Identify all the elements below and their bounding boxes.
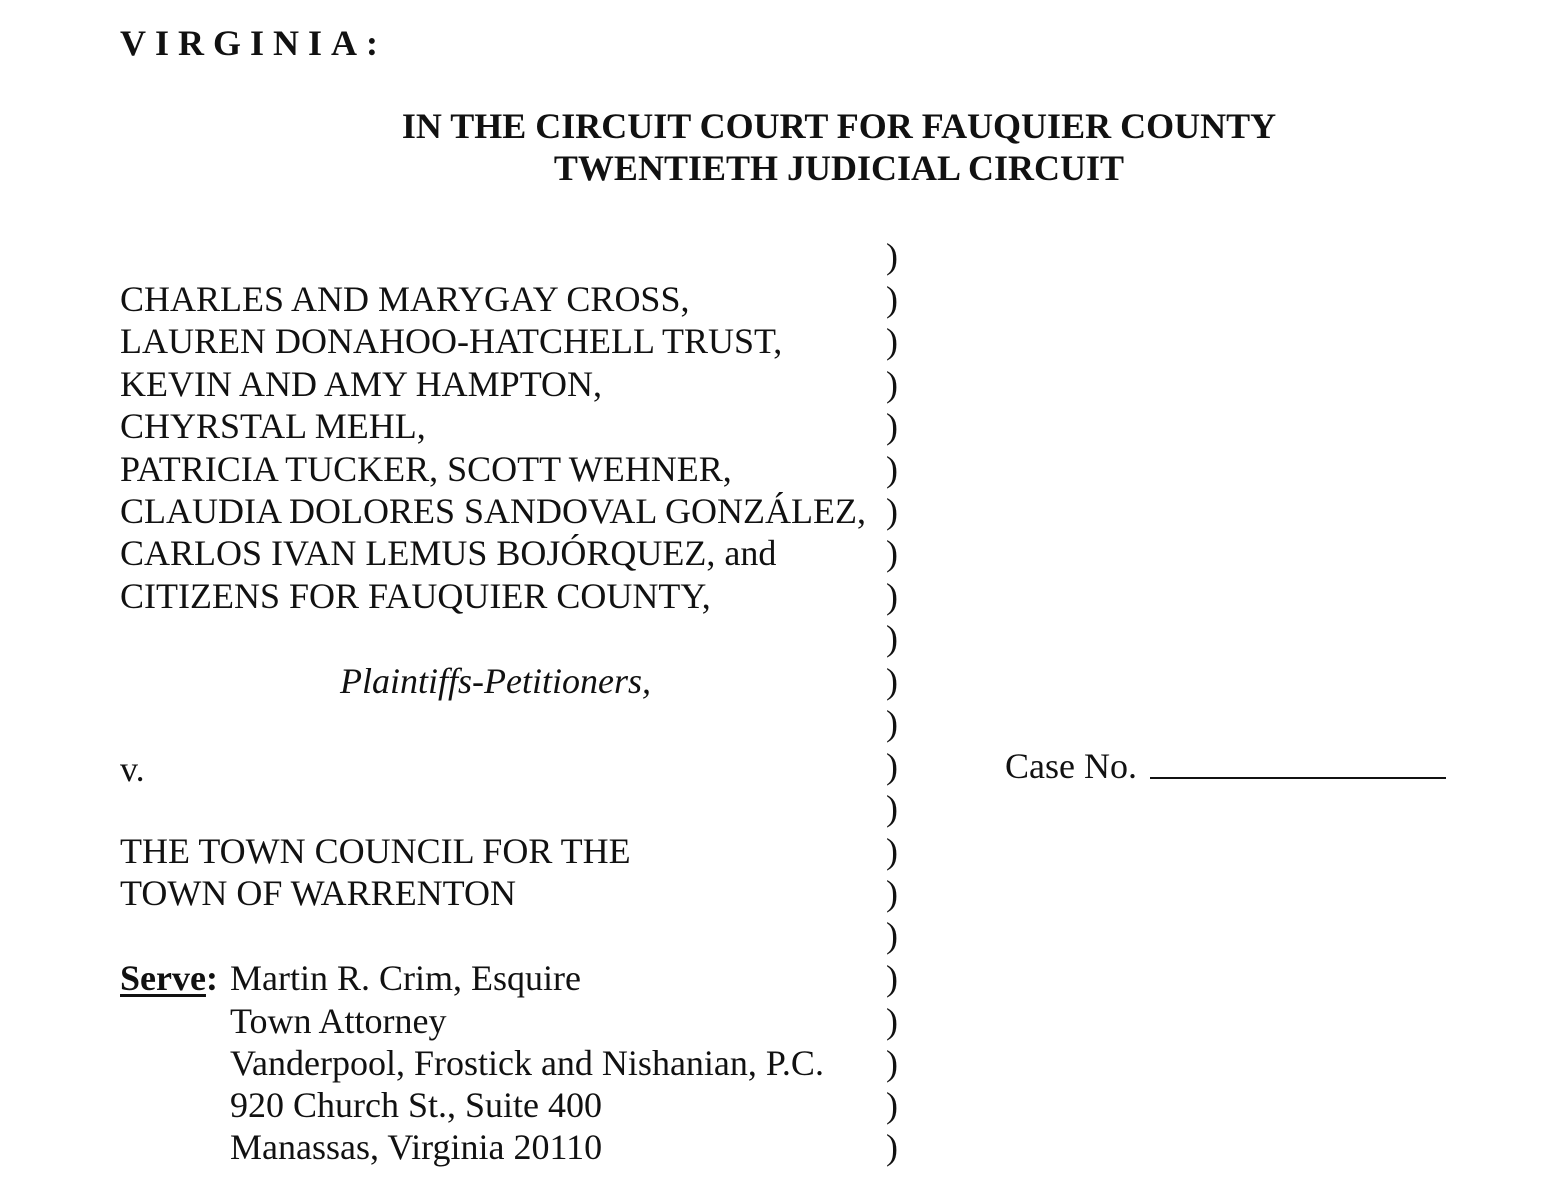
plaintiff-line: PATRICIA TUCKER, SCOTT WEHNER,	[120, 449, 732, 489]
court-name: IN THE CIRCUIT COURT FOR FAUQUIER COUNTY	[401, 106, 1277, 146]
caption-paren: )	[886, 533, 898, 573]
caption-paren: )	[886, 1043, 898, 1083]
caption-paren: )	[886, 915, 898, 955]
plaintiff-line: CITIZENS FOR FAUQUIER COUNTY,	[120, 576, 711, 616]
caption-paren: )	[886, 1001, 898, 1041]
serve-line: Vanderpool, Frostick and Nishanian, P.C.	[230, 1043, 824, 1083]
case-number-label: Case No.	[1005, 746, 1137, 786]
caption-paren: )	[886, 491, 898, 531]
plaintiff-line: CHYRSTAL MEHL,	[120, 406, 426, 446]
serve-line: 920 Church St., Suite 400	[230, 1085, 603, 1125]
caption-paren: )	[886, 364, 898, 404]
caption-paren: )	[886, 746, 898, 786]
versus-label: v.	[120, 749, 145, 789]
plaintiff-line: LAUREN DONAHOO-HATCHELL TRUST,	[120, 321, 783, 361]
plaintiff-line: CHARLES AND MARYGAY CROSS,	[120, 279, 690, 319]
plaintiff-line: KEVIN AND AMY HAMPTON,	[120, 364, 603, 404]
caption-paren: )	[886, 279, 898, 319]
serve-colon: :	[205, 958, 218, 998]
caption-paren: )	[886, 958, 898, 998]
plaintiff-role: Plaintiffs-Petitioners,	[340, 661, 651, 701]
caption-paren: )	[886, 661, 898, 701]
serve-label: Serve	[120, 958, 206, 998]
caption-paren: )	[886, 449, 898, 489]
caption-paren: )	[886, 618, 898, 658]
serve-heading	[120, 957, 218, 999]
serve-line: Martin R. Crim, Esquire	[230, 958, 581, 998]
serve-line: Manassas, Virginia 20110	[230, 1127, 603, 1167]
caption-paren: )	[886, 703, 898, 743]
plaintiff-line: CARLOS IVAN LEMUS BOJÓRQUEZ, and	[120, 533, 777, 573]
caption-paren: )	[886, 321, 898, 361]
serve-line: Town Attorney	[230, 1001, 447, 1041]
caption-paren: )	[886, 788, 898, 828]
caption-paren: )	[886, 406, 898, 446]
caption-paren: )	[886, 873, 898, 913]
case-number-blank	[1150, 777, 1446, 779]
caption-paren: )	[886, 576, 898, 616]
caption-paren: )	[886, 1085, 898, 1125]
plaintiff-line: CLAUDIA DOLORES SANDOVAL GONZÁLEZ,	[120, 491, 866, 531]
judicial-circuit: TWENTIETH JUDICIAL CIRCUIT	[553, 148, 1125, 188]
caption-paren: )	[886, 236, 898, 276]
defendant-line: TOWN OF WARRENTON	[120, 873, 517, 913]
state-heading: VIRGINIA:	[120, 23, 388, 63]
caption-paren: )	[886, 1127, 898, 1167]
defendant-line: THE TOWN COUNCIL FOR THE	[120, 831, 631, 871]
caption-paren: )	[886, 831, 898, 871]
